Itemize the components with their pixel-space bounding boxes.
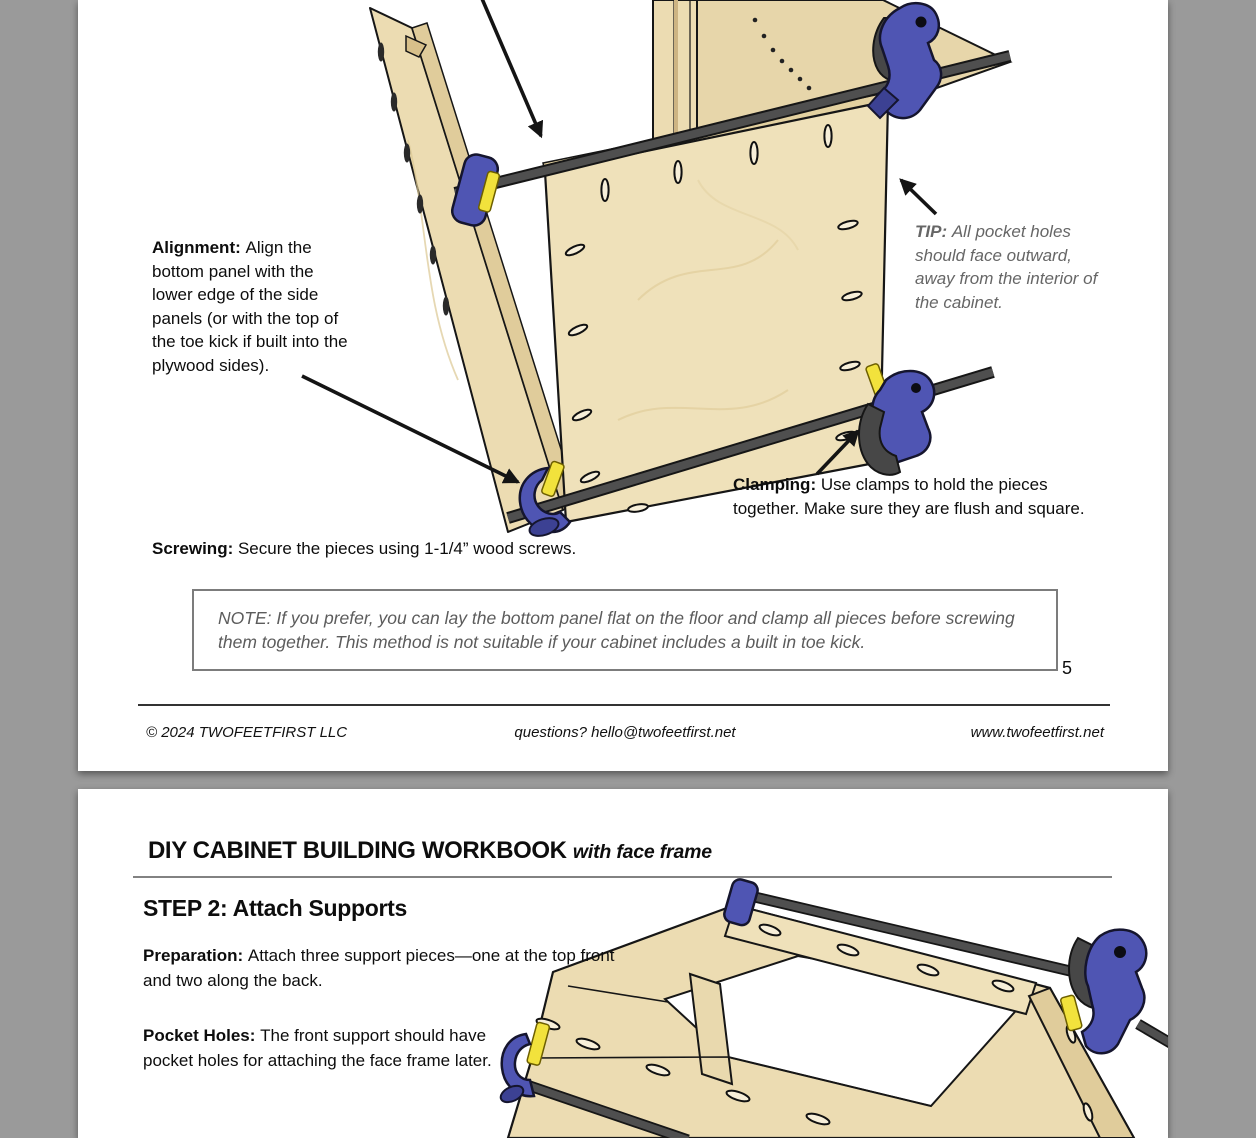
alignment-text: Align the bottom panel with the lower edge of the side panels (or with the top of the toe kick if built into the plywood sides). (152, 238, 348, 375)
workbook-title-main: DIY CABINET BUILDING WORKBOOK (148, 837, 567, 864)
tip-text: All pocket holes should face outward, away from the interior of the cabinet. (915, 222, 1098, 312)
note-text: NOTE: If you prefer, you can lay the bottom panel flat on the floor and clamp all pieces before screwing them together. This method is not suitable if your cabinet includes a built in toe kick. (218, 608, 1015, 652)
pocket-holes-text: The front support should have pocket holes for attaching the face frame later. (143, 1026, 492, 1070)
preparation-label: Preparation: (143, 946, 248, 965)
footer-website: www.twofeetfirst.net (970, 724, 1104, 741)
page-footer (146, 724, 1104, 741)
alignment-label: Alignment: (152, 238, 246, 257)
page-number: 5 (1062, 658, 1073, 678)
footer-divider (138, 704, 1110, 706)
arrow-top (480, 0, 541, 136)
note-box (192, 589, 1058, 671)
preparation-paragraph (143, 943, 623, 993)
footer-contact: questions? hello@twofeetfirst.net (514, 724, 736, 741)
workbook-title-subtitle: with face frame (572, 841, 712, 863)
clamping-label: Clamping: (733, 475, 821, 494)
clamp-bottom-right (859, 363, 934, 475)
alignment-annotation (152, 236, 352, 377)
left-side-panel (370, 8, 577, 532)
pocket-holes-label: Pocket Holes: (143, 1026, 261, 1045)
arrow-tip (901, 180, 936, 214)
clamping-annotation (733, 473, 1113, 520)
screwing-text: Secure the pieces using 1-1/4” wood screws. (237, 539, 577, 558)
tip-annotation (915, 220, 1115, 314)
footer-copyright: © 2024 TWOFEETFIRST LLC (146, 724, 348, 741)
header-divider (133, 876, 1112, 878)
attach-supports-illustration (488, 874, 1168, 1138)
clamping-text: Use clamps to hold the pieces together. Make sure they are flush and square. (733, 475, 1085, 518)
workbook-title (148, 837, 712, 865)
preparation-text: Attach three support pieces—one at the top front and two along the back. (143, 946, 615, 990)
document-page-6 (78, 789, 1168, 1138)
tip-label: TIP: (915, 222, 952, 241)
step-heading: STEP 2: Attach Supports (143, 895, 408, 921)
screwing-label: Screwing: (152, 539, 238, 558)
screwing-annotation (152, 537, 752, 561)
document-page-5 (78, 0, 1168, 771)
pocket-holes-paragraph (143, 1023, 508, 1073)
